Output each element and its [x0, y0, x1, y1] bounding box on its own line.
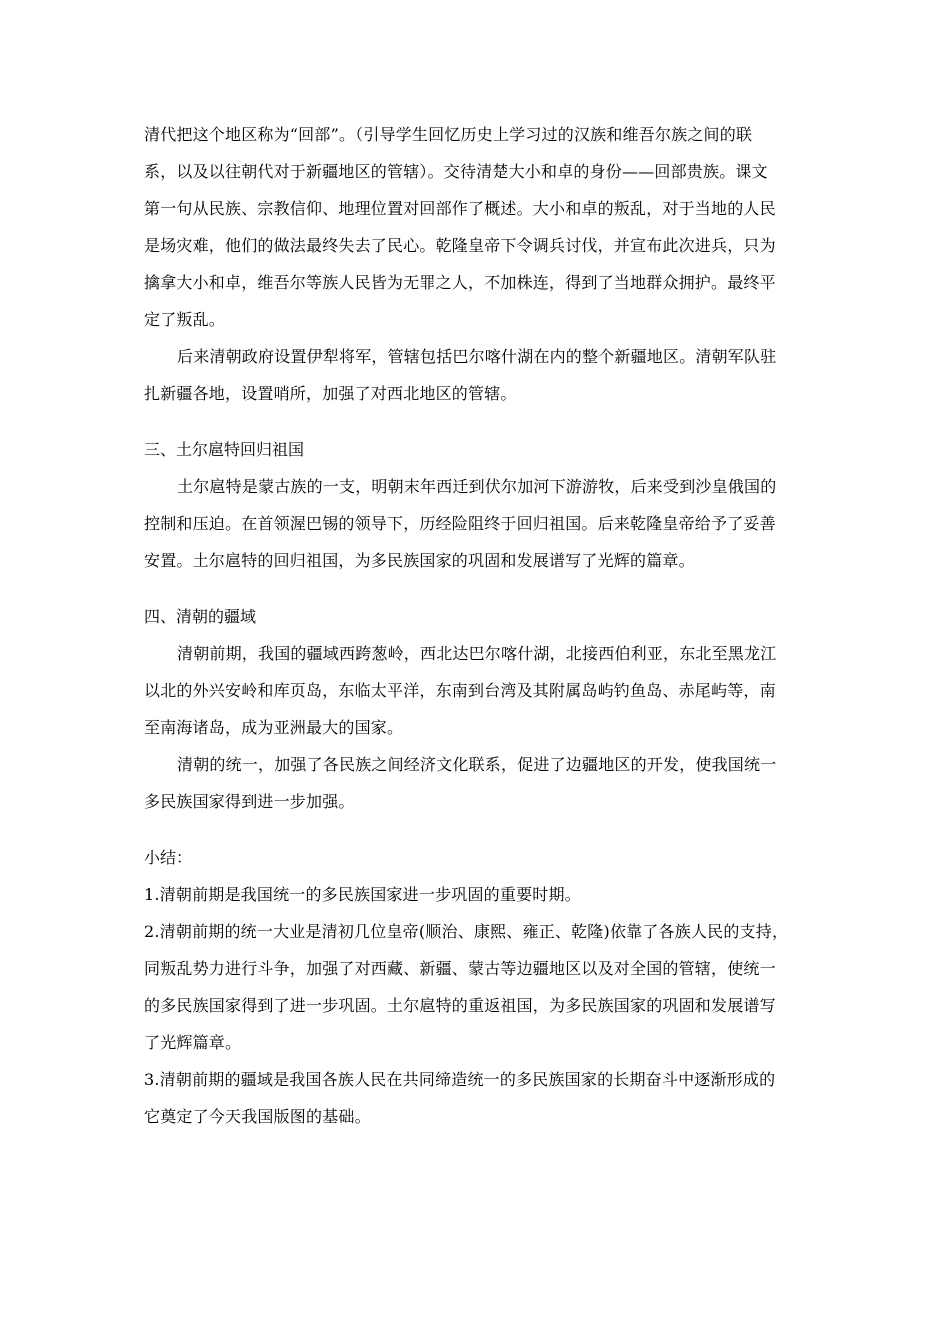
- text-line: 土尔扈特是蒙古族的一支，明朝末年西迁到伏尔加河下游游牧，后来受到沙皇俄国的: [177, 477, 777, 496]
- text-line: 同叛乱势力进行斗争，加强了对西藏、新疆、蒙古等边疆地区以及对全国的管辖，使统一: [144, 959, 776, 978]
- text-line: 清代把这个地区称为“回部”。（引导学生回忆历史上学习过的汉族和维吾尔族之间的联: [144, 125, 753, 144]
- text-line: 安置。土尔扈特的回归祖国，为多民族国家的巩固和发展谱写了光辉的篇章。: [144, 551, 695, 570]
- text-line: 扎新疆各地，设置哨所，加强了对西北地区的管辖。: [144, 384, 517, 403]
- text-line: 清朝前期，我国的疆域西跨葱岭，西北达巴尔喀什湖，北接西伯利亚，东北至黑龙江: [177, 644, 777, 663]
- paragraph-hui-region: [144, 116, 808, 338]
- section-heading: 三、土尔扈特回归祖国: [144, 440, 305, 459]
- text-line: 第一句从民族、宗教信仰、地理位置对回部作了概述。大小和卓的叛乱，对于当地的人民: [144, 199, 776, 218]
- section-heading: 四、清朝的疆域: [144, 607, 257, 626]
- summary-item: 3.清朝前期的疆域是我国各族人民在共同缔造统一的多民族国家的长期奋斗中逐渐形成的: [144, 1070, 776, 1089]
- paragraph-ili-general: [144, 338, 808, 412]
- text-line: 定了叛乱。: [144, 310, 226, 329]
- text-line: 以北的外兴安岭和库页岛，东临太平洋，东南到台湾及其附属岛屿钓鱼岛、赤尾屿等，南: [144, 681, 776, 700]
- section-qing-territory: [144, 598, 808, 820]
- text-line: 的多民族国家得到了进一步巩固。土尔扈特的重返祖国，为多民族国家的巩固和发展谱写: [144, 996, 776, 1015]
- summary-heading: 小结：: [144, 848, 193, 867]
- text-line: 了光辉篇章。: [144, 1033, 242, 1052]
- summary-item: 1.清朝前期是我国统一的多民族国家进一步巩固的重要时期。: [144, 885, 581, 904]
- text-line: 至南海诸岛，成为亚洲最大的国家。: [144, 718, 404, 737]
- text-line: 控制和压迫。在首领渥巴锡的领导下，历经险阻终于回归祖国。后来乾隆皇帝给予了妥善: [144, 514, 776, 533]
- text-line: 清朝的统一，加强了各民族之间经济文化联系，促进了边疆地区的开发，使我国统一: [177, 755, 777, 774]
- text-line: 它奠定了今天我国版图的基础。: [144, 1107, 371, 1126]
- text-line: 是场灾难，他们的做法最终失去了民心。乾隆皇帝下令调兵讨伐，并宣布此次进兵，只为: [144, 236, 776, 255]
- section-torghut-return: [144, 431, 808, 579]
- text-line: 擒拿大小和卓，维吾尔等族人民皆为无罪之人，不加株连，得到了当地群众拥护。最终平: [144, 273, 776, 292]
- text-line: 后来清朝政府设置伊犁将军，管辖包括巴尔喀什湖在内的整个新疆地区。清朝军队驻: [177, 347, 777, 366]
- document-page: [144, 116, 808, 1135]
- text-line: 系，以及以往朝代对于新疆地区的管辖）。交待清楚大小和卓的身份——回部贵族。课文: [144, 162, 768, 181]
- summary-item: 2.清朝前期的统一大业是清初几位皇帝(顺治、康熙、雍正、乾隆)依靠了各族人民的支持，: [144, 922, 789, 941]
- section-summary: [144, 839, 808, 1135]
- text-line: 多民族国家得到进一步加强。: [144, 792, 355, 811]
